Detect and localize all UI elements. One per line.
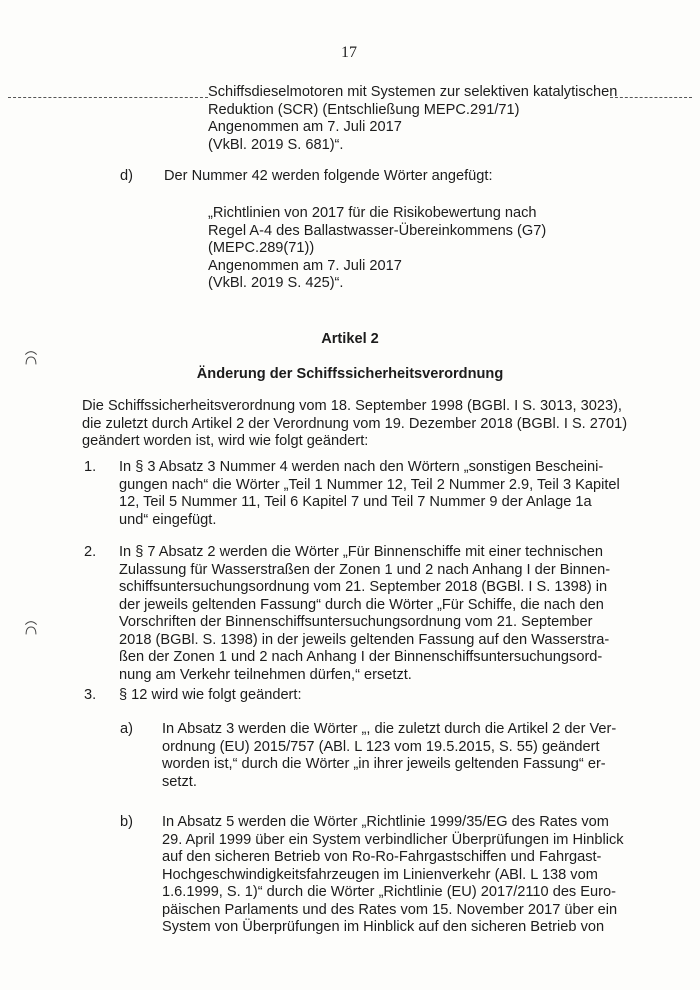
text-line: ordnung (EU) 2015/757 (ABl. L 123 vom 19.5.2015, S. 55) geändert xyxy=(162,738,600,755)
item-d-quote xyxy=(208,205,546,293)
text-line: Schiffsdieselmotoren mit Systemen zur selektiven katalytischen xyxy=(208,84,618,100)
text-line: (VkBl. 2019 S. 681)“. xyxy=(208,136,344,153)
subitem-a-label: a) xyxy=(120,721,133,737)
item-2-text xyxy=(119,544,610,684)
margin-dash-left xyxy=(8,97,208,98)
text-line: 12, Teil 5 Nummer 11, Teil 6 Kapitel 7 und Teil 7 Nummer 9 der Anlage 1a xyxy=(119,494,592,510)
text-line: 2018 (BGBl. S. 1398) in der jeweils geltenden Fassung auf den Wasserstra- xyxy=(119,631,610,648)
text-line: schiffsuntersuchungsordnung vom 21. September 2018 (BGBl. I S. 1398) in xyxy=(119,579,608,595)
text-line: Zulassung für Wasserstraßen der Zonen 1 und 2 nach Anhang I der Binnen- xyxy=(119,561,611,578)
item-3-text xyxy=(119,687,302,705)
text-line: Hochgeschwindigkeitsfahrzeugen im Linienverkehr (ABl. L 138 vom xyxy=(162,866,598,883)
text-line: 1.6.1999, S. 1)“ durch die Wörter „Richtlinie (EU) 2017/2110 des Euro- xyxy=(162,884,616,900)
text-line: setzt. xyxy=(162,773,197,790)
text-line: worden ist,“ durch die Wörter „in ihrer jeweils geltenden Fassung“ er- xyxy=(162,756,606,772)
subitem-b-label: b) xyxy=(120,814,133,830)
punch-hole-mark-icon xyxy=(22,348,40,366)
text-line: auf den sicheren Betrieb von Ro-Ro-Fahrgastschiffen und Fahrgast- xyxy=(162,849,602,865)
text-line: In § 7 Absatz 2 werden die Wörter „Für Binnenschiffe mit einer technischen xyxy=(119,544,604,560)
subitem-a-text xyxy=(162,721,616,791)
text-line: geändert worden ist, wird wie folgt geändert: xyxy=(82,433,369,449)
text-line: nung am Verkehr teilnehmen dürfen,“ ersetzt. xyxy=(119,666,412,683)
text-line: gungen nach“ die Wörter „Teil 1 Nummer 12, Teil 2 Nummer 2.9, Teil 3 Kapitel xyxy=(119,476,620,493)
text-line: päischen Parlaments und des Rates vom 15. November 2017 über ein xyxy=(162,901,618,918)
text-line: der jeweils geltenden Fassung“ durch die Wörter „Für Schiffe, die nach den xyxy=(119,596,604,613)
text-line: 29. April 1999 über ein System verbindlicher Überprüfungen im Hinblick xyxy=(162,831,624,848)
text-line: Reduktion (SCR) (Entschließung MEPC.291/71) xyxy=(208,101,520,118)
text-line: die zuletzt durch Artikel 2 der Verordnung vom 19. Dezember 2018 (BGBl. I S. 2701) xyxy=(82,415,628,432)
punch-hole-mark-icon xyxy=(22,618,40,636)
item-1-label: 1. xyxy=(84,459,97,475)
text-line: § 12 wird wie folgt geändert: xyxy=(119,687,302,703)
continuation-text xyxy=(208,84,617,154)
article-intro xyxy=(82,398,627,451)
text-line: Die Schiffssicherheitsverordnung vom 18. September 1998 (BGBl. I S. 3013, 3023), xyxy=(82,398,622,414)
text-line: Vorschriften der Binnenschiffsuntersuchungsordnung vom 21. September xyxy=(119,614,593,630)
text-line: ßen der Zonen 1 und 2 nach Anhang I der Binnenschiffsuntersuchungsord- xyxy=(119,649,603,665)
item-2-label: 2. xyxy=(84,544,97,560)
item-d-text: Der Nummer 42 werden folgende Wörter angefügt: xyxy=(164,168,493,184)
margin-dash-right xyxy=(610,97,692,98)
article-title: Änderung der Schiffssicherheitsverordnung xyxy=(196,366,504,382)
text-line: und“ eingefügt. xyxy=(119,511,217,528)
text-line: (MEPC.289(71)) xyxy=(208,240,315,256)
text-line: Angenommen am 7. Juli 2017 xyxy=(208,119,402,135)
text-line: (VkBl. 2019 S. 425)“. xyxy=(208,275,344,291)
text-line: Angenommen am 7. Juli 2017 xyxy=(208,257,402,274)
subitem-b-text xyxy=(162,814,624,937)
text-line: In Absatz 5 werden die Wörter „Richtlinie 1999/35/EG des Rates vom xyxy=(162,814,609,830)
text-line: In § 3 Absatz 3 Nummer 4 werden nach den Wörtern „sonstigen Bescheini- xyxy=(119,459,604,475)
page-number: 17 xyxy=(341,44,357,61)
text-line: „Richtlinien von 2017 für die Risikobewertung nach xyxy=(208,205,537,221)
text-line: In Absatz 3 werden die Wörter „, die zuletzt durch die Artikel 2 der Ver- xyxy=(162,721,617,737)
item-1-text xyxy=(119,459,620,529)
text-line: System von Überprüfungen im Hinblick auf den sicheren Betrieb von xyxy=(162,919,605,935)
item-3-label: 3. xyxy=(84,687,97,703)
item-d-label: d) xyxy=(120,168,133,184)
text-line: Regel A-4 des Ballastwasser-Übereinkommens (G7) xyxy=(208,222,547,239)
article-heading: Artikel 2 xyxy=(321,331,379,347)
